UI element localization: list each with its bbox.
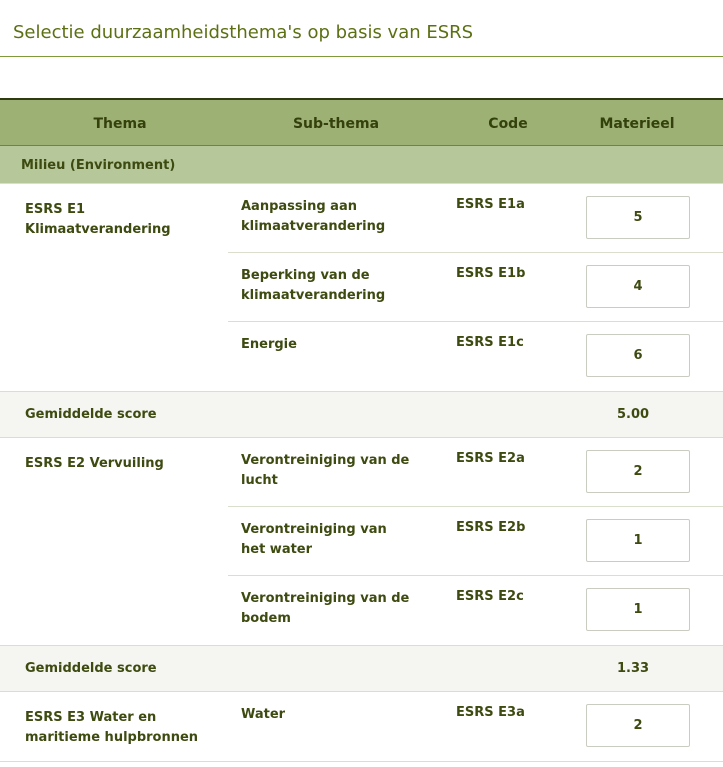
code-label: ESRS E1c	[456, 335, 524, 350]
theme-group-e3	[0, 692, 723, 762]
header-code: Code	[488, 116, 528, 132]
theme-label: ESRS E3 Water en maritieme hulpbronnen	[25, 710, 199, 745]
table-row	[228, 576, 723, 645]
material-score-input[interactable]	[586, 450, 690, 493]
header-theme: Thema	[93, 116, 147, 132]
page-title: Selectie duurzaamheidsthema's op basis van ESRS	[13, 22, 474, 43]
average-value: 1.33	[616, 661, 650, 676]
average-row-e2	[0, 646, 723, 692]
code-label: ESRS E1a	[456, 197, 525, 212]
table-row	[228, 692, 723, 761]
subtheme-label: Verontreiniging van de lucht	[241, 453, 410, 488]
header-subtheme: Sub-thema	[292, 116, 380, 132]
material-score-input[interactable]	[586, 704, 690, 747]
subtheme-label: Energie	[241, 337, 297, 352]
subtheme-label: Water	[241, 707, 286, 722]
theme-group-e1	[0, 184, 723, 392]
code-label: ESRS E2a	[456, 451, 525, 466]
material-score-input[interactable]	[586, 265, 690, 308]
average-label: Gemiddelde score	[25, 407, 157, 422]
subtheme-label: Aanpassing aan klimaatverandering	[241, 199, 386, 234]
average-row-e1	[0, 392, 723, 438]
table-row	[228, 184, 723, 253]
table-row	[228, 322, 723, 391]
average-value: 5.00	[616, 407, 650, 422]
theme-group-e2	[0, 438, 723, 646]
esrs-table	[0, 98, 723, 762]
code-label: ESRS E3a	[456, 705, 525, 720]
code-label: ESRS E2b	[456, 520, 526, 535]
header-material: Materieel	[599, 116, 675, 132]
code-label: ESRS E2c	[456, 589, 524, 604]
section-environment	[0, 146, 723, 184]
material-score-input[interactable]	[586, 334, 690, 377]
material-score-input[interactable]	[586, 519, 690, 562]
title-divider	[0, 56, 723, 57]
table-header	[0, 98, 723, 146]
material-score-input[interactable]	[586, 588, 690, 631]
code-label: ESRS E1b	[456, 266, 526, 281]
theme-label: ESRS E1 Klimaatverandering	[25, 202, 171, 237]
theme-label: ESRS E2 Vervuiling	[25, 456, 164, 471]
subtheme-label: Verontreiniging van het water	[241, 522, 387, 557]
section-label: Milieu (Environment)	[21, 158, 176, 173]
table-row	[228, 507, 723, 576]
subtheme-label: Beperking van de klimaatverandering	[241, 268, 386, 303]
table-row	[228, 253, 723, 322]
subtheme-label: Verontreiniging van de bodem	[241, 591, 410, 626]
material-score-input[interactable]	[586, 196, 690, 239]
table-row	[228, 438, 723, 507]
average-label: Gemiddelde score	[25, 661, 157, 676]
